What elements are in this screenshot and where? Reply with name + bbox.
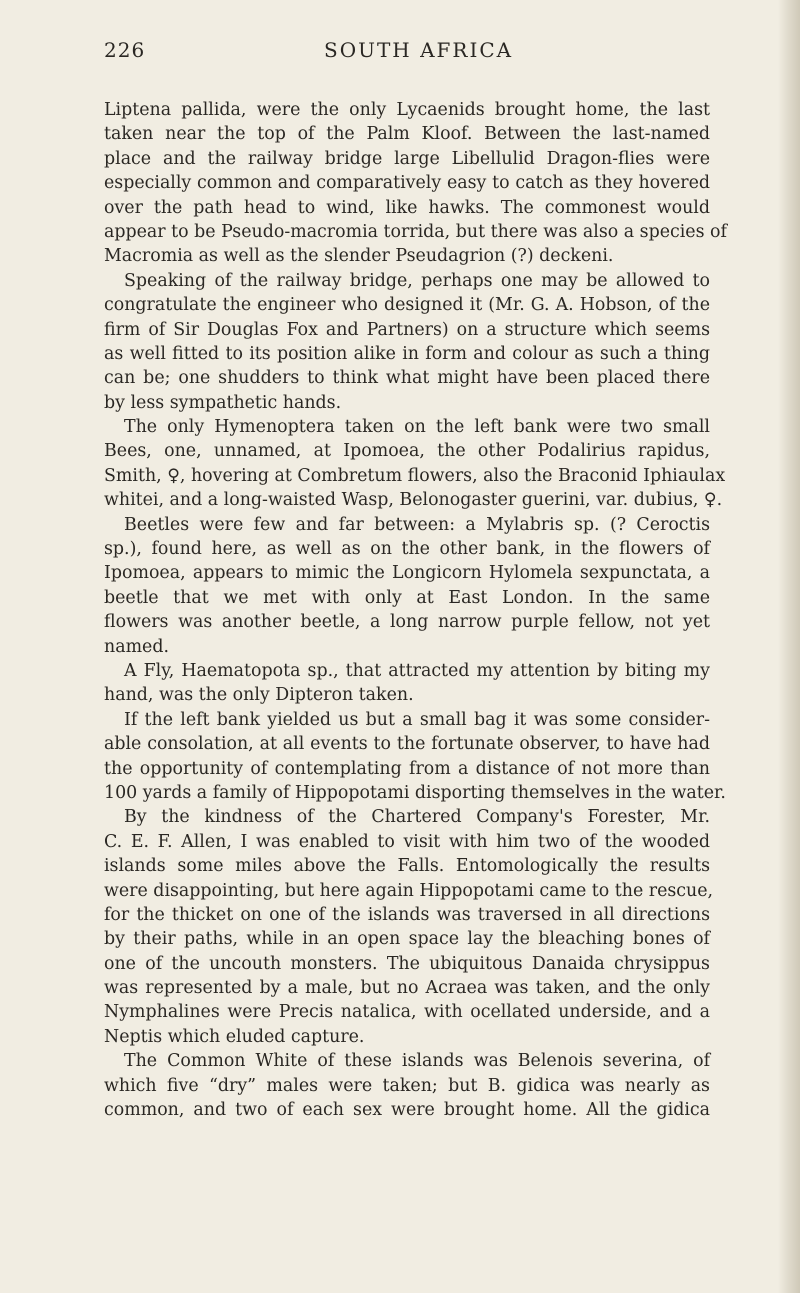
text-line: appear to be Pseudo-macromia torrida, but there was also a species of (104, 221, 727, 242)
text-line: Ipomoea, appears to mimic the Longicorn Hylomela sexpunctata, a (104, 563, 710, 584)
text-line: sp.), found here, as well as on the other bank, in the flowers of (104, 539, 710, 560)
text-line: flowers was another beetle, a long narrow purple fellow, not yet (104, 612, 710, 633)
text-line: by their paths, while in an open space lay the bleaching bones of (104, 929, 710, 950)
body-text (104, 98, 727, 1122)
text-line: by less sympathetic hands. (104, 392, 342, 413)
running-head: SOUTH AFRICA (324, 38, 514, 62)
page-edge (778, 0, 800, 1293)
text-line: Speaking of the railway bridge, perhaps one may be allowed to (124, 270, 710, 291)
text-line: Liptena pallida, were the only Lycaenids brought home, the last (104, 100, 710, 120)
text-line: over the path head to wind, like hawks. The commonest would (104, 197, 710, 218)
text-line: especially common and comparatively easy to catch as they hovered (104, 173, 710, 194)
text-line: The Common White of these islands was Belenois severina, of (124, 1051, 710, 1072)
text-line: was represented by a male, but no Acraea was taken, and the only (104, 978, 710, 999)
text-line: islands some miles above the Falls. Entomologically the results (104, 856, 710, 877)
text-line: Nymphalines were Precis natalica, with ocellated underside, and a (104, 1002, 710, 1023)
text-line: beetle that we met with only at East London. In the same (104, 587, 710, 608)
text-line: able consolation, at all events to the fortunate observer, to have had (104, 734, 710, 755)
text-line: Beetles were few and far between: a Mylabris sp. (? Ceroctis (124, 514, 710, 535)
text-line: whitei, and a long-waisted Wasp, Belonogaster guerini, var. dubius, ♀. (104, 490, 723, 511)
text-line: place and the railway bridge large Libellulid Dragon-flies were (104, 148, 710, 169)
text-line: Bees, one, unnamed, at Ipomoea, the other Podalirius rapidus, (104, 441, 710, 462)
text-line: C. E. F. Allen, I was enabled to visit with him two of the wooded (104, 831, 710, 852)
text-line: the opportunity of contemplating from a distance of not more than (104, 758, 710, 779)
text-line: were disappointing, but here again Hippopotami came to the rescue, (104, 880, 714, 901)
text-line: named. (104, 636, 170, 657)
text-line: The only Hymenoptera taken on the left bank were two small (124, 417, 710, 438)
text-line: congratulate the engineer who designed it (Mr. G. A. Hobson, of the (104, 295, 710, 316)
page-header (104, 38, 714, 72)
text-line: can be; one shudders to think what might have been placed there (104, 368, 710, 389)
text-line: A Fly, Haematopota sp., that attracted my attention by biting my (124, 660, 710, 681)
text-line: Macromia as well as the slender Pseudagrion (?) deckeni. (104, 246, 614, 267)
text-line: taken near the top of the Palm Kloof. Between the last-named (104, 124, 710, 145)
text-line: for the thicket on one of the islands was traversed in all directions (104, 904, 710, 925)
text-line: firm of Sir Douglas Fox and Partners) on a structure which seems (104, 319, 710, 340)
text-line: Neptis which eluded capture. (104, 1026, 365, 1047)
text-line: one of the uncouth monsters. The ubiquitous Danaida chrysippus (104, 953, 710, 974)
text-line: 100 yards a family of Hippopotami disporting themselves in the water. (104, 782, 726, 803)
text-line: By the kindness of the Chartered Company's Forester, Mr. (124, 807, 710, 828)
text-line: Smith, ♀, hovering at Combretum flowers, also the Braconid Iphiaulax (104, 465, 726, 486)
text-line: hand, was the only Dipteron taken. (104, 685, 414, 706)
text-line: which five “dry” males were taken; but B. gidica was nearly as (104, 1075, 710, 1096)
page-number: 226 (104, 38, 146, 62)
text-line: as well fitted to its position alike in form and colour as such a thing (104, 343, 710, 364)
text-line: common, and two of each sex were brought home. All the gidica (104, 1100, 710, 1121)
text-line: If the left bank yielded us but a small bag it was some consider- (124, 709, 710, 730)
